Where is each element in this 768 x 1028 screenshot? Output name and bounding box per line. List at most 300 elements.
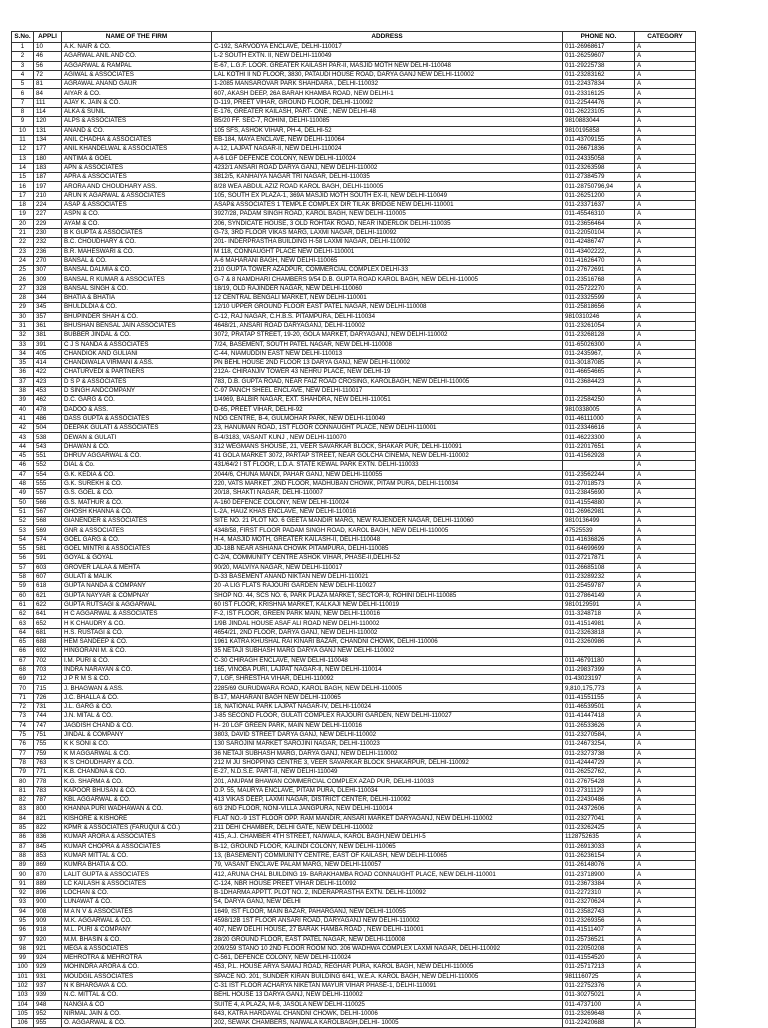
appl-cell: 652 [34, 619, 62, 628]
sno-cell: 83 [12, 805, 34, 814]
sno-cell: 98 [12, 944, 34, 953]
sno-cell: 26 [12, 275, 34, 284]
table-row [12, 842, 696, 851]
sno-cell: 61 [12, 600, 34, 609]
phone-cell: 011-23289232 [563, 572, 635, 581]
category-cell: A [635, 256, 696, 265]
appl-cell: 552 [34, 461, 62, 470]
sno-cell: 20 [12, 219, 34, 228]
appl-cell: 478 [34, 405, 62, 414]
category-cell: A [635, 582, 696, 591]
phone-cell: 011-23346616 [563, 424, 635, 433]
address-cell: JD-18B NEAR ASHIANA CHOWK PITAMPURA, DELHI-110085 [212, 545, 563, 554]
category-cell: A [635, 135, 696, 144]
firm-name-cell: JAGDISH CHAND & CO. [62, 721, 212, 730]
sno-cell: 56 [12, 554, 34, 563]
table-row [12, 210, 696, 219]
phone-cell: 011-4737100 [563, 1000, 635, 1009]
firm-name-cell: ANAND & CO. [62, 126, 212, 135]
table-row [12, 628, 696, 637]
appl-cell: 821 [34, 814, 62, 823]
header-appl: APPLI [34, 32, 62, 43]
sno-cell: 72 [12, 703, 34, 712]
address-cell: 431/64/2 I ST FLOOR, L.D.A. STATE KEWAL PARK EXTN. DELHI-110033 [212, 461, 563, 470]
appl-cell: 955 [34, 1019, 62, 1028]
header-row [12, 32, 696, 43]
table-row [12, 396, 696, 405]
category-cell: A [635, 1009, 696, 1018]
category-cell: A [635, 991, 696, 1000]
appl-cell: 345 [34, 303, 62, 312]
phone-cell: 011-24372606 [563, 805, 635, 814]
category-cell: A [635, 554, 696, 563]
category-cell: A [635, 507, 696, 516]
appl-cell: 405 [34, 349, 62, 358]
address-cell: 783, D.B. GUPTA ROAD, NEAR FAIZ ROAD CROSING, KAROLBAGH, NEW DELHI-110005 [212, 377, 563, 386]
address-cell: A-6 LGF DEFENCE COLONY, NEW DELHI-110024 [212, 154, 563, 163]
phone-cell: 011-26251200 [563, 191, 635, 200]
table-row [12, 907, 696, 916]
sno-cell: 100 [12, 963, 34, 972]
sno-cell: 22 [12, 238, 34, 247]
sno-cell: 64 [12, 628, 34, 637]
address-cell: EB-184, MAYA ENCLAVE, NEW DELHI-110064 [212, 135, 563, 144]
firm-name-cell: DEWAN & GULATI [62, 433, 212, 442]
appl-cell: 939 [34, 991, 62, 1000]
appl-cell: 787 [34, 796, 62, 805]
address-cell: G-7 & 8 NAMDHARI CHAMBERS 9/54 D.B. GUPTA ROAD KAROL BAGH, NEW DELHI-110005 [212, 275, 563, 284]
appl-cell: 307 [34, 266, 62, 275]
appl-cell: 56 [34, 61, 62, 70]
phone-cell: 011-25722270 [563, 284, 635, 293]
phone-cell: 011-41514981 [563, 619, 635, 628]
category-cell: A [635, 238, 696, 247]
appl-cell: 84 [34, 89, 62, 98]
table-row [12, 228, 696, 237]
address-cell: E-67, L.G.F. LOOR. GREATER KAILASH PAR-II, MASJID MOTH NEW DELHI-110048 [212, 61, 563, 70]
appl-cell: 114 [34, 108, 62, 117]
sno-cell: 44 [12, 442, 34, 451]
sno-cell: 54 [12, 535, 34, 544]
firm-name-cell: APRA & ASSOCIATES [62, 173, 212, 182]
appl-cell: 591 [34, 554, 62, 563]
address-cell: 1/9B JINDAL HOUSE ASAF ALI ROAD NEW DELHI-110002 [212, 619, 563, 628]
firm-name-cell: I.M. PURI & CO. [62, 656, 212, 665]
table-row [12, 52, 696, 61]
appl-cell: 712 [34, 675, 62, 684]
category-cell: A [635, 870, 696, 879]
category-cell: A [635, 619, 696, 628]
appl-cell: 870 [34, 870, 62, 879]
phone-cell: 9810129591 [563, 600, 635, 609]
table-row [12, 991, 696, 1000]
address-cell: 407, NEW DELHI HOUSE, 27 BARAK HAMBA ROAD , NEW DELHI-110001 [212, 926, 563, 935]
phone-cell: 011-23270624 [563, 898, 635, 907]
firm-name-cell: KBL AGGARWAL & CO. [62, 796, 212, 805]
category-cell: A [635, 926, 696, 935]
phone-cell: 011-23263818 [563, 628, 635, 637]
table-row [12, 479, 696, 488]
category-cell: A [635, 80, 696, 89]
sno-cell: 33 [12, 340, 34, 349]
address-cell: 3072, PRATAP STREET, 19-20, GOLA MARKET, DARYAGANJ, NEW DELHI-110002 [212, 331, 563, 340]
table-row [12, 163, 696, 172]
appl-cell: 869 [34, 861, 62, 870]
appl-cell: 111 [34, 98, 62, 107]
category-cell: A [635, 963, 696, 972]
category-cell: A [635, 182, 696, 191]
phone-cell: 011-23277041 [563, 814, 635, 823]
category-cell: A [635, 638, 696, 647]
address-cell: D-33 BASEMENT ANAND NIKTAN NEW DELHI-110021 [212, 572, 563, 581]
firm-name-cell: M.L. PURI & COMPANY [62, 926, 212, 935]
phone-cell: 011-42486747 [563, 238, 635, 247]
address-cell: D.P. 55, MAURYA ENCLAVE, PITAM PURA, DLEHI-110034 [212, 786, 563, 795]
category-cell: A [635, 730, 696, 739]
appl-cell: 131 [34, 126, 62, 135]
address-cell: G-73, 3RD FLOOR VIKAS MARG, LAXMI NAGAR, DELHI-110092 [212, 228, 563, 237]
address-cell: 6/3 2ND FLOOR, NONI-VILLA JANGPURA, NEW DELHI-110014 [212, 805, 563, 814]
firm-name-cell: AIYAR & CO. [62, 89, 212, 98]
category-cell: A [635, 61, 696, 70]
sno-cell: 75 [12, 730, 34, 739]
table-row [12, 89, 696, 98]
firm-name-cell: BHUSHAN BENSAL JAIN ASSOCIATES [62, 321, 212, 330]
appl-cell: 381 [34, 331, 62, 340]
category-cell: A [635, 210, 696, 219]
table-row [12, 247, 696, 256]
table-row [12, 70, 696, 79]
phone-cell: 011-30187085 [563, 359, 635, 368]
table-row [12, 749, 696, 758]
table-row [12, 786, 696, 795]
phone-cell: 011-23673384 [563, 879, 635, 888]
phone-cell: 9,810,175,773 [563, 684, 635, 693]
table-row [12, 889, 696, 898]
firm-name-cell: ANIL CHADHA & ASSOCIATES [62, 135, 212, 144]
phone-cell: 011-23325599 [563, 294, 635, 303]
firm-name-cell: K.B. CHANDNA & CO. [62, 768, 212, 777]
address-cell: SHOP NO. 44, SCS NO. 6, PARK PLAZA MARKET, SECTOR-9, ROHINI DELHI-110085 [212, 591, 563, 600]
table-row [12, 526, 696, 535]
sno-cell: 52 [12, 517, 34, 526]
appl-cell: 567 [34, 507, 62, 516]
address-cell: 206, SYNDICATE HOUSE, 3 OLD ROHTAK ROAD, NEAR INDERLOK DELHI-110035 [212, 219, 563, 228]
phone-cell: 011-23273738 [563, 749, 635, 758]
address-cell: B-12, GROUND FLOOR, KALINDI COLONY, NEW DELHI-110065 [212, 842, 563, 851]
sno-cell: 39 [12, 396, 34, 405]
address-cell: 413 VIKAS DEEP, LAXMI NAGAR, DISTRICT CENTER, DELHI-110092 [212, 796, 563, 805]
phone-cell: 011-23718900 [563, 870, 635, 879]
sno-cell: 19 [12, 210, 34, 219]
category-cell: A [635, 600, 696, 609]
sno-cell: 31 [12, 321, 34, 330]
category-cell: A [635, 201, 696, 210]
sno-cell: 78 [12, 758, 34, 767]
appl-cell: 909 [34, 916, 62, 925]
firm-name-cell: MEHROTRA & MEHROTRA [62, 954, 212, 963]
firm-name-cell: J. BHAGWAN & ASS. [62, 684, 212, 693]
sno-cell: 57 [12, 563, 34, 572]
address-cell: 12 CENTRAL BENGALI MARKET, NEW DELHI-110001 [212, 294, 563, 303]
phone-cell: 011-27217871 [563, 554, 635, 563]
firm-name-cell: GNR & ASSOCIATES [62, 526, 212, 535]
phone-cell: 011-46654665 [563, 368, 635, 377]
category-cell: A [635, 442, 696, 451]
address-cell: 60 IST FLOOR, KRISHNA MARKET, KALKAJI NEW DELHI-110019 [212, 600, 563, 609]
sno-cell: 34 [12, 349, 34, 358]
table-row [12, 870, 696, 879]
category-cell: A [635, 777, 696, 786]
category-cell: A [635, 833, 696, 842]
address-cell: 54, DARYA GANJ, NEW DELHI [212, 898, 563, 907]
sno-cell: 46 [12, 461, 34, 470]
table-row [12, 879, 696, 888]
sno-cell: 16 [12, 182, 34, 191]
address-cell: 212 M JU SHOPPING CENTRE 3, VEER SAVARKAR BLOCK SHAKARPUR, DELHI-110092 [212, 758, 563, 767]
appl-cell: 229 [34, 219, 62, 228]
address-cell: C-44, NIAMUDDIN EAST NEW DELHI-110013 [212, 349, 563, 358]
phone-cell: 011-23260986 [563, 638, 635, 647]
sno-cell: 18 [12, 201, 34, 210]
address-cell: 18, NATIONAL PARK LAJPAT NAGAR-IV, DELHI-110024 [212, 703, 563, 712]
category-cell: A [635, 145, 696, 154]
sno-cell: 106 [12, 1019, 34, 1028]
phone-cell: 011-3248718 [563, 610, 635, 619]
phone-cell: 011-22430486 [563, 796, 635, 805]
table-row [12, 545, 696, 554]
sno-cell: 43 [12, 433, 34, 442]
table-row [12, 275, 696, 284]
table-row [12, 814, 696, 823]
category-cell: A [635, 191, 696, 200]
phone-cell: 011-24673254, [563, 740, 635, 749]
appl-cell: 783 [34, 786, 62, 795]
address-cell: D-65, PREET VIHAR, DELHI-92 [212, 405, 563, 414]
firm-name-cell: J.N. MITAL & CO. [62, 712, 212, 721]
category-cell: A [635, 163, 696, 172]
table-row [12, 433, 696, 442]
address-cell: 3812/5, KANHAIYA NAGAR TRI NAGAR, DELHI-110035 [212, 173, 563, 182]
firm-name-cell: K S CHOUDHARY & CO. [62, 758, 212, 767]
firm-name-cell: KUMAR CHOPRA & ASSOCIATES [62, 842, 212, 851]
firm-name-cell: GUPTA NAYYAR & COMPNAY [62, 591, 212, 600]
table-row [12, 675, 696, 684]
phone-cell: 011-41447418 [563, 712, 635, 721]
address-cell: C-31 IST FLOOR ACHARYA NIKETAN MAYUR VIHAR PHASE-1, DELHI-110091 [212, 981, 563, 990]
appl-cell: 845 [34, 842, 62, 851]
firm-name-cell: AGARWAL ANIL AND CO. [62, 52, 212, 61]
appl-cell: 731 [34, 703, 62, 712]
header-sno: S.No. [12, 32, 34, 43]
firm-name-cell: DHAWAN & CO. [62, 442, 212, 451]
firm-name-cell: KISHORE & KISHORE [62, 814, 212, 823]
phone-cell: 47525539 [563, 526, 635, 535]
appl-cell: 896 [34, 889, 62, 898]
address-cell: D-119, PREET VIHAR, GROUND FLOOR, DELHI-110092 [212, 98, 563, 107]
phone-cell: 011-27384579 [563, 173, 635, 182]
sno-cell: 36 [12, 368, 34, 377]
sno-cell: 28 [12, 294, 34, 303]
address-cell: M 118, CONNAUGHT PLACE NEW DELHI-110001 [212, 247, 563, 256]
category-cell: A [635, 368, 696, 377]
table-row [12, 424, 696, 433]
firm-name-cell: AYAM & CO. [62, 219, 212, 228]
appl-cell: 715 [34, 684, 62, 693]
table-row [12, 312, 696, 321]
table-row [12, 414, 696, 423]
appl-cell: 853 [34, 851, 62, 860]
phone-cell: 011-41511407 [563, 926, 635, 935]
firm-name-cell: B.C. CHOUDHARY & CO. [62, 238, 212, 247]
sno-cell: 1 [12, 43, 34, 52]
firm-name-cell: GHOSH KHANNA & CO. [62, 507, 212, 516]
phone-cell: 011-23684423 [563, 377, 635, 386]
sno-cell: 7 [12, 98, 34, 107]
phone-cell: 011-22050104 [563, 228, 635, 237]
table-row [12, 349, 696, 358]
firm-name-cell: G.K. SUREKH & CO. [62, 479, 212, 488]
phone-cell: 011-23316125 [563, 89, 635, 98]
phone-cell: 01-43023197 [563, 675, 635, 684]
table-row [12, 861, 696, 870]
category-cell: A [635, 517, 696, 526]
category-cell: A [635, 98, 696, 107]
phone-cell [563, 461, 635, 470]
sno-cell: 94 [12, 907, 34, 916]
table-row [12, 219, 696, 228]
appl-cell: 822 [34, 823, 62, 832]
table-body [12, 43, 696, 1028]
phone-cell: 011-23268128 [563, 331, 635, 340]
table-row [12, 135, 696, 144]
phone-cell: 011-45546310 [563, 210, 635, 219]
phone-cell: 011-2435967, [563, 349, 635, 358]
firm-name-cell: D SINGH ANDCOMPANY [62, 386, 212, 395]
category-cell: A [635, 247, 696, 256]
address-cell: 23, HANUMAN ROAD, 1ST FLOOR CONNAUGHT PLACE, NEW DELHI-110001 [212, 424, 563, 433]
phone-cell: 011-26259607 [563, 52, 635, 61]
table-row [12, 61, 696, 70]
firm-name-cell: ALPS & ASSOCIATES [62, 117, 212, 126]
phone-cell: 011-27675428 [563, 777, 635, 786]
phone-cell: 011-43402222, [563, 247, 635, 256]
category-cell: A [635, 396, 696, 405]
address-cell: L-2 SOUTH EXTN. II, NEW DELHI-110049 [212, 52, 563, 61]
table-row [12, 98, 696, 107]
sno-cell: 27 [12, 284, 34, 293]
category-cell: A [635, 275, 696, 284]
sno-cell: 38 [12, 386, 34, 395]
address-cell: BEHL HOUSE 13 DARYA GANJ, NEW DELHI-110002 [212, 991, 563, 1000]
category-cell: A [635, 563, 696, 572]
appl-cell: 180 [34, 154, 62, 163]
address-cell: 4232/1 ANSARI ROAD DARYA GANJ, NEW DELHI-110002 [212, 163, 563, 172]
address-cell: SPACE NO. 201, SUNDER KIRAN BUILDING 6/41, W.E.A. KAROL BAGH, NEW DELHI-110005 [212, 972, 563, 981]
sno-cell: 11 [12, 135, 34, 144]
address-cell: 165, VINOBA PURI, LAJPAT NAGAR-II, NEW DELHI-110014 [212, 665, 563, 674]
phone-cell: 1128752635 [563, 833, 635, 842]
category-cell: A [635, 43, 696, 52]
firm-name-cell: GOEL MINTRI & ASSOCIATES [62, 545, 212, 554]
category-cell: A [635, 1019, 696, 1028]
firm-name-cell: BHATIA & BHATIA [62, 294, 212, 303]
appl-cell: 931 [34, 972, 62, 981]
phone-cell: 9810338005 [563, 405, 635, 414]
sno-cell: 92 [12, 889, 34, 898]
category-cell: A [635, 851, 696, 860]
appl-cell: 921 [34, 944, 62, 953]
table-row [12, 145, 696, 154]
phone-cell: 011-46791180 [563, 656, 635, 665]
sno-cell: 96 [12, 926, 34, 935]
firm-name-cell: A.K. NAIR & CO. [62, 43, 212, 52]
firm-name-cell: AGRAWAL ANAND GAUR [62, 80, 212, 89]
table-row [12, 740, 696, 749]
category-cell: A [635, 470, 696, 479]
address-cell: 453, P.L. HOUSE ARYA SAMAJ ROAD, REGHAR PURA, KAROL BAGH, NEW DELHI-110005 [212, 963, 563, 972]
category-cell: A [635, 219, 696, 228]
phone-cell: 011-22437834 [563, 80, 635, 89]
table-row [12, 256, 696, 265]
sno-cell: 14 [12, 163, 34, 172]
sno-cell: 13 [12, 154, 34, 163]
firm-name-cell: J P R M S & CO. [62, 675, 212, 684]
sno-cell: 67 [12, 656, 34, 665]
firm-name-cell: KHANNA PURI WADHAWAN & CO. [62, 805, 212, 814]
address-cell: B-4/3183, VASANT KUNJ , NEW DELHI-110070 [212, 433, 563, 442]
appl-cell: 566 [34, 498, 62, 507]
sno-cell: 87 [12, 842, 34, 851]
phone-cell: 011-26685108 [563, 563, 635, 572]
phone-cell: 011-23261054 [563, 321, 635, 330]
address-cell: 35 NETAJI SUBHASH MARG DARYA GANJ NEW DELHI-110002 [212, 647, 563, 656]
firm-name-cell: BANSAL & CO. [62, 256, 212, 265]
table-row [12, 43, 696, 52]
firm-name-cell: LALIT GUPTA & ASSOCIATES [62, 870, 212, 879]
sno-cell: 10 [12, 126, 34, 135]
table-row [12, 610, 696, 619]
phone-cell: 011-26671836 [563, 145, 635, 154]
phone-cell: 011-41636826 [563, 535, 635, 544]
appl-cell: 574 [34, 535, 62, 544]
appl-cell: 486 [34, 414, 62, 423]
address-cell: 2044/6, CHUNA MANDI, PAHAR GANJ, NEW DELHI-110055 [212, 470, 563, 479]
phone-cell: 011-28750796,94 [563, 182, 635, 191]
phone-cell [563, 647, 635, 656]
sno-cell: 73 [12, 712, 34, 721]
appl-cell: 681 [34, 628, 62, 637]
phone-cell: 011-23269356 [563, 916, 635, 925]
sno-cell: 89 [12, 861, 34, 870]
phone-cell: 011-42444729 [563, 758, 635, 767]
phone-cell: 011-43709155 [563, 135, 635, 144]
sno-cell: 71 [12, 693, 34, 702]
address-cell: 7/24, BASEMENT, SOUTH PATEL NAGAR, NEW DELHI-110008 [212, 340, 563, 349]
appl-cell: 236 [34, 247, 62, 256]
appl-cell: 621 [34, 591, 62, 600]
category-cell: A [635, 861, 696, 870]
address-cell: E-176, GREATER KAILASH, PART- ONE , NEW DELHI-48 [212, 108, 563, 117]
category-cell: A [635, 479, 696, 488]
appl-cell: 692 [34, 647, 62, 656]
phone-cell: 011-23845690 [563, 489, 635, 498]
appl-cell: 908 [34, 907, 62, 916]
address-cell: 105, SOUTH EX PLAZA-1, 369A MASJID MOTH SOUTH EX-II, NEW DELHI-110049 [212, 191, 563, 200]
firms-table [11, 31, 696, 1028]
table-row [12, 851, 696, 860]
address-cell: A-12, LAJPAT NAGAR-II, NEW DELHI-110024 [212, 145, 563, 154]
